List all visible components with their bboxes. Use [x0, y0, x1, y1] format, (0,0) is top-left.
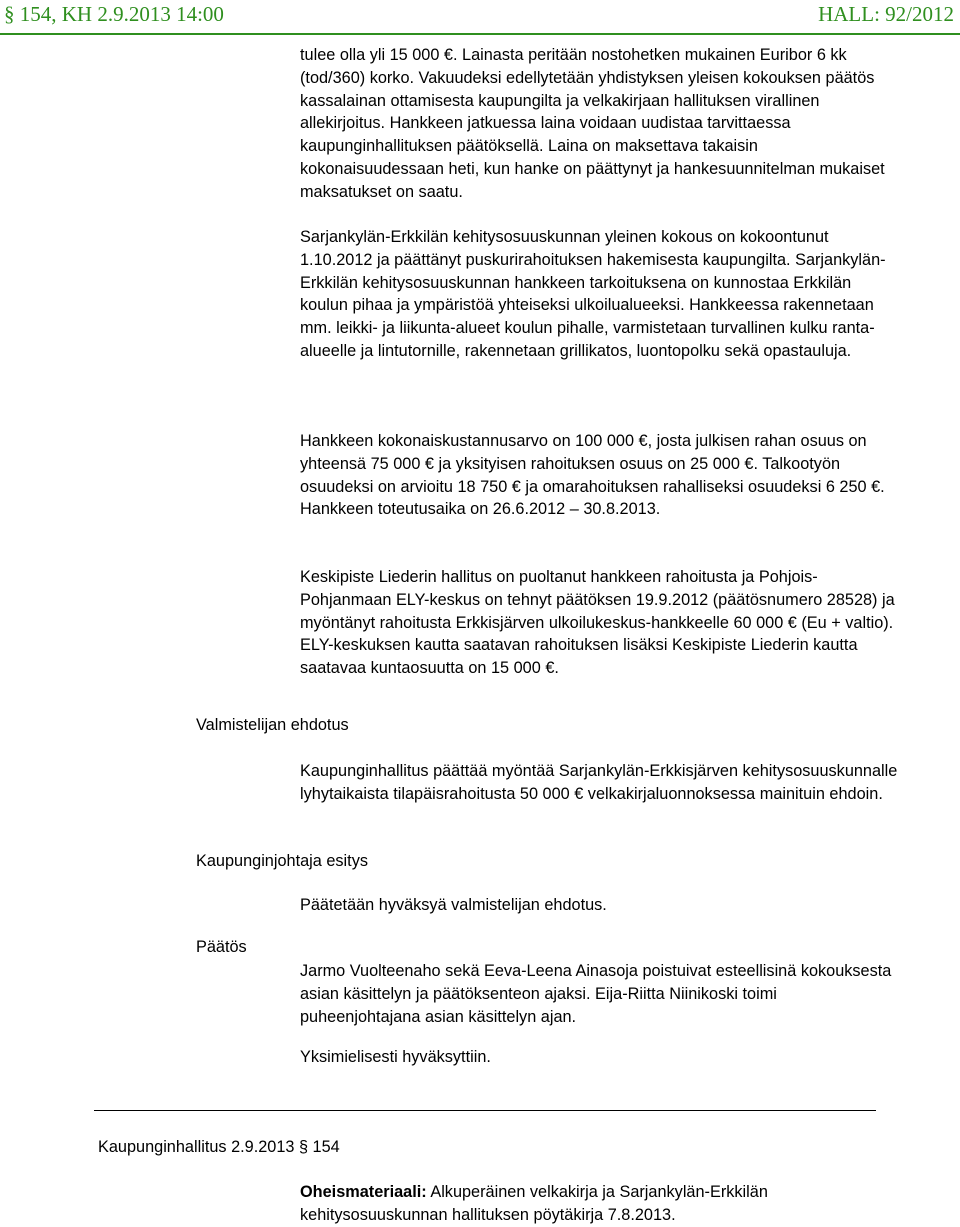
page-header — [0, 0, 960, 32]
paragraph-project-description: Sarjankylän-Erkkilän kehitysosuuskunnan yleinen kokous on kokoontunut 1.10.2012 ja päättänyt puskurirahoituksen hakemisesta kaupungilta. Sarjankylän-Erkkilän kehitysosuuskunnan hankkeen tarkoituksena on kunnostaa Erkkilän koulun pihaa ja ympäristöä yhteiseksi ulkoilualueeksi. Hankkeessa rakennetaan mm. leikki- ja liikunta-alueet koulun pihalle, varmistetaan turvallinen kulku ranta-alueelle ja lintutornille, rakennetaan grillikatos, luontopolku sekä opastauluja. — [300, 228, 886, 360]
label-decision: Päätös — [196, 938, 247, 956]
header-divider — [0, 33, 960, 35]
header-section-reference: § 154, KH 2.9.2013 14:00 — [4, 2, 224, 26]
attachment-text: Alkuperäinen velkakirja ja Sarjankylän-Erkkilän kehitysosuuskunnan hallituksen pöytäkirja 7.8.2013. — [300, 1183, 768, 1224]
attachment-label: Oheismateriaali: — [300, 1183, 427, 1201]
paragraph-proposal: Kaupunginhallitus päättää myöntää Sarjankylän-Erkkisjärven kehitysosuuskunnalle lyhytaikaista tilapäisrahoitusta 50 000 € velkakirjaluonnoksessa mainituin ehdoin. — [300, 762, 898, 803]
footer-meeting-reference: Kaupunginhallitus 2.9.2013 § 154 — [98, 1138, 340, 1156]
attachment-note — [300, 1181, 900, 1227]
paragraph-funding-decision: Keskipiste Liederin hallitus on puoltanut hankkeen rahoitusta ja Pohjois-Pohjanmaan ELY-keskus on tehnyt päätöksen 19.9.2012 (päätösnumero 28528) ja myöntänyt rahoitusta Erkkisjärven ulkoilukeskus-hankkeelle 60 000 € (Eu + valtio). ELY-keskuksen kautta saatavan rahoituksen lisäksi Keskipiste Liederin kautta saatavaa kuntaosuutta on 15 000 €. — [300, 568, 895, 678]
paragraph-decision: Jarmo Vuolteenaho sekä Eeva-Leena Ainasoja poistuivat esteellisinä kokouksesta asian käsittelyn ja päätöksenteon ajaksi. Eija-Riitta Niinikoski toimi puheenjohtajana asian käsittelyn ajan. — [300, 962, 892, 1026]
label-preparer-proposal: Valmistelijan ehdotus — [196, 716, 349, 734]
paragraph-project-costs: Hankkeen kokonaiskustannusarvo on 100 000 €, josta julkisen rahan osuus on yhteensä 75 000 € ja yksityisen rahoituksen osuus on 25 000 €. Talkootyön osuudeksi on arvioitu 18 750 € ja omarahoituksen rahalliseksi osuudeksi 6 250 €. Hankkeen toteutusaika on 26.6.2012 – 30.8.2013. — [300, 432, 885, 519]
paragraph-unanimous: Yksimielisesti hyväksyttiin. — [300, 1048, 491, 1066]
label-mayor-proposal: Kaupunginjohtaja esitys — [196, 852, 368, 870]
header-case-number: HALL: 92/2012 — [818, 2, 954, 26]
footer-divider — [94, 1110, 876, 1111]
paragraph-mayor-proposal: Päätetään hyväksyä valmistelijan ehdotus. — [300, 896, 607, 914]
paragraph-loan-terms: tulee olla yli 15 000 €. Lainasta peritään nostohetken mukainen Euribor 6 kk (tod/360) korko. Vakuudeksi edellytetään yhdistyksen yleisen kokouksen päätös kassalainan ottamisesta kaupungilta ja velkakirjaan hallituksen virallinen allekirjoitus. Hankkeen jatkuessa laina voidaan uudistaa tarvittaessa kaupunginhallituksen päätöksellä. Laina on maksettava takaisin kokonaisuudessaan heti, kun hanke on päättynyt ja hankesuunnitelman mukaiset maksatukset on saatu. — [300, 46, 885, 201]
